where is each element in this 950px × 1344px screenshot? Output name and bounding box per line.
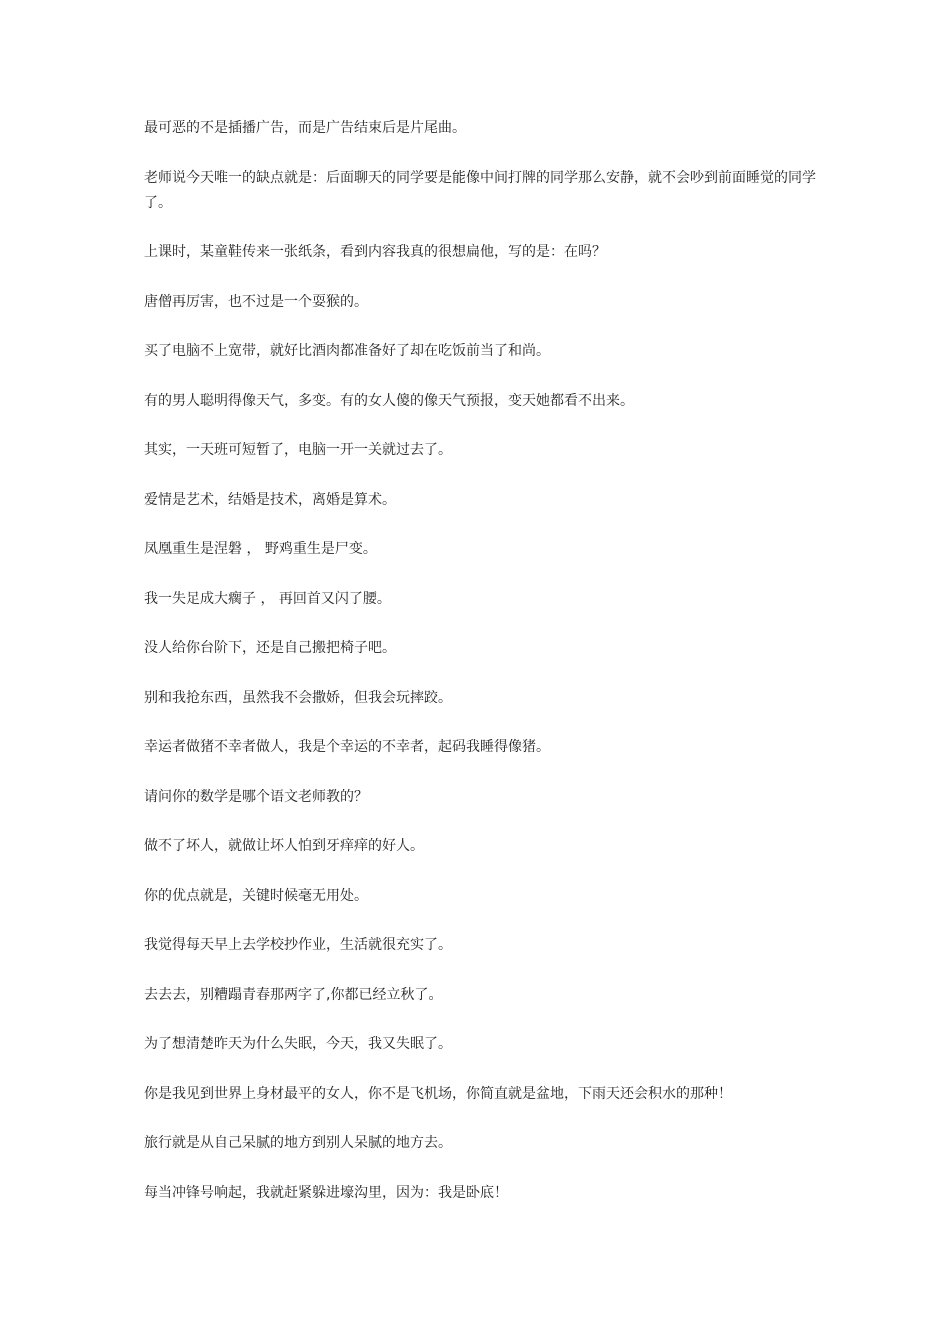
paragraph: 我一失足成大瘸子 ， 再回首又闪了腰。 xyxy=(144,590,391,607)
paragraph: 每当冲锋号响起，我就赶紧躲进壕沟里，因为：我是卧底！ xyxy=(144,1184,508,1201)
paragraph: 幸运者做猪不幸者做人，我是个幸运的不幸者，起码我睡得像猪。 xyxy=(144,739,550,755)
paragraph: 我觉得每天早上去学校抄作业，生活就很充实了。 xyxy=(144,937,452,953)
document-body xyxy=(144,116,816,1230)
paragraph: 旅行就是从自己呆腻的地方到别人呆腻的地方去。 xyxy=(144,1135,452,1151)
paragraph: 为了想清楚昨天为什么失眠，今天，我又失眠了。 xyxy=(144,1036,452,1052)
paragraph: 老师说今天唯一的缺点就是：后面聊天的同学要是能像中间打牌的同学那么安静，就不会吵到前面睡觉的同学了。 xyxy=(144,169,816,211)
paragraph: 上课时，某童鞋传来一张纸条，看到内容我真的很想扁他，写的是：在吗？ xyxy=(144,244,606,260)
paragraph: 别和我抢东西，虽然我不会撒娇，但我会玩摔跤。 xyxy=(144,689,452,706)
paragraph: 买了电脑不上宽带，就好比酒肉都准备好了却在吃饭前当了和尚。 xyxy=(144,343,550,359)
paragraph: 有的男人聪明得像天气，多变。有的女人傻的像天气预报，变天她都看不出来。 xyxy=(144,392,634,409)
paragraph: 去去去，别糟蹋青春那两字了,你都已经立秋了。 xyxy=(144,986,443,1003)
paragraph: 凤凰重生是涅磐 ， 野鸡重生是尸变。 xyxy=(144,541,377,557)
paragraph: 其实，一天班可短暂了，电脑一开一关就过去了。 xyxy=(144,442,452,458)
paragraph: 唐僧再厉害，也不过是一个耍猴的。 xyxy=(144,293,368,310)
paragraph: 你是我见到世界上身材最平的女人，你不是飞机场，你简直就是盆地，下雨天还会积水的那种！ xyxy=(144,1085,732,1102)
paragraph: 做不了坏人，就做让坏人怕到牙痒痒的好人。 xyxy=(144,838,424,854)
paragraph: 请问你的数学是哪个语文老师教的？ xyxy=(144,788,368,805)
paragraph: 爱情是艺术，结婚是技术，离婚是算术。 xyxy=(144,491,396,508)
paragraph: 你的优点就是，关键时候毫无用处。 xyxy=(144,887,368,904)
paragraph: 最可恶的不是插播广告，而是广告结束后是片尾曲。 xyxy=(144,120,466,136)
paragraph: 没人给你台阶下，还是自己搬把椅子吧。 xyxy=(144,640,396,656)
